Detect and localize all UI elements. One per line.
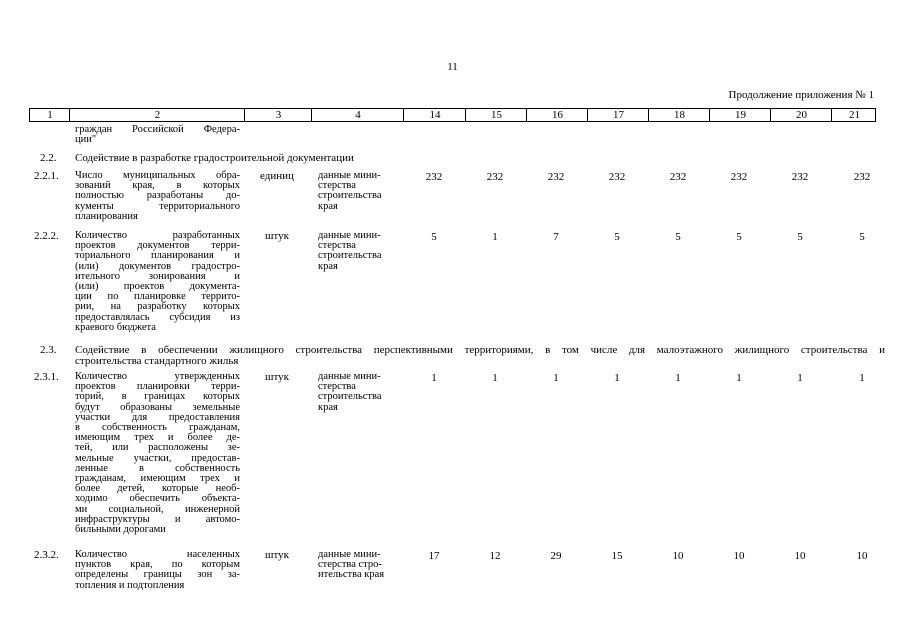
value-col-18: 232 [669, 171, 687, 183]
header-cell-17: 17 [613, 109, 624, 121]
indicator-name-line: инфраструктуры и автомо- [75, 513, 240, 525]
value-col-14: 1 [431, 372, 437, 384]
header-divider [465, 109, 466, 121]
row-number: 2.3.2. [34, 549, 59, 561]
value-col-14: 232 [425, 171, 443, 183]
row-number: 2.3.1. [34, 371, 59, 383]
value-col-21: 5 [859, 231, 865, 243]
section-title: Содействие в разработке градостроительной документации [75, 152, 354, 164]
source-cell-line: данные мини- [318, 549, 381, 560]
indicator-name-line: ленные в собственность [75, 462, 240, 474]
value-col-16: 29 [550, 550, 562, 562]
value-col-15: 1 [492, 231, 498, 243]
indicator-name-line: ходимо обеспечить объекта- [75, 493, 240, 505]
header-divider [69, 109, 70, 121]
header-divider [709, 109, 710, 121]
value-col-14: 17 [428, 550, 440, 562]
header-cell-3: 3 [275, 109, 282, 121]
source-cell-line: данные мини- [318, 230, 381, 241]
value-col-19: 10 [733, 550, 745, 562]
section-number: 2.2. [40, 152, 57, 164]
value-col-16: 1 [553, 372, 559, 384]
value-col-18: 5 [675, 231, 681, 243]
header-divider [526, 109, 527, 121]
source-cell-line: края [318, 260, 338, 272]
value-col-16: 232 [547, 171, 565, 183]
indicator-name-line: участки для предоставления [75, 411, 240, 423]
indicator-name-line: тей, или расположены зе- [75, 442, 240, 454]
continuation-label: Продолжение приложения № 1 [728, 89, 874, 101]
header-divider [403, 109, 404, 121]
source-cell-line: стерства [318, 180, 356, 192]
indicator-name-line: бильными дорогами [75, 524, 166, 535]
indicator-name-line: топления и подтопления [75, 579, 185, 591]
indicator-name-line: мельные участки, предостав- [75, 452, 240, 464]
section-title-line: Содействие в обеспечении жилищного строительства перспективными территориями, в том числе для малоэтажного жилищного строительства и [75, 344, 885, 356]
header-cell-16: 16 [552, 109, 563, 121]
source-cell-line: стерства стро- [318, 559, 382, 571]
indicator-name-line: Число муниципальных обра- [75, 170, 240, 181]
value-col-20: 232 [791, 171, 809, 183]
source-cell-line: края [318, 200, 338, 212]
value-col-21: 232 [853, 171, 871, 183]
header-cell-20: 20 [796, 109, 807, 121]
row-number: 2.2.2. [34, 230, 59, 242]
unit-cell: штук [265, 549, 289, 561]
header-cell-21: 21 [849, 109, 860, 121]
unit-cell: штук [265, 230, 289, 242]
header-cell-2: 2 [154, 109, 161, 121]
indicator-name-line: кументы территориального [75, 200, 240, 212]
header-cell-15: 15 [491, 109, 502, 121]
indicator-name-line: проектов документов терри- [75, 240, 240, 252]
value-col-15: 232 [486, 171, 504, 183]
indicator-name-line: зований края, в которых [75, 180, 240, 192]
indicator-name-line: (или) проектов документа- [75, 281, 240, 292]
value-col-17: 1 [614, 372, 620, 384]
value-col-17: 15 [611, 550, 623, 562]
indicator-name-line: ториального планирования и [75, 250, 240, 262]
header-cell-19: 19 [735, 109, 746, 121]
value-col-21: 1 [859, 372, 865, 384]
indicator-name-line: Количество утвержденных [75, 371, 240, 382]
source-cell-line: стерства [318, 240, 356, 252]
header-divider [587, 109, 588, 121]
value-col-20: 1 [797, 372, 803, 384]
indicator-name-line: предоставлялась субсидия из [75, 311, 240, 323]
indicator-name-line: рии, на разработку которых [75, 301, 240, 313]
source-cell-line: стерства [318, 381, 356, 393]
unit-cell: штук [265, 371, 289, 383]
indicator-name-line: ительного зонирования и [75, 270, 240, 282]
table-header [29, 108, 876, 122]
indicator-name-line: Количество разработанных [75, 230, 240, 241]
header-divider [648, 109, 649, 121]
value-col-20: 5 [797, 231, 803, 243]
indicator-name-line: в собственность гражданам, [75, 422, 240, 433]
indicator-name-line: ми социальной, инженерной [75, 503, 240, 515]
indicator-name-line: ции по планировке террито- [75, 291, 240, 303]
value-col-20: 10 [794, 550, 806, 562]
header-divider [831, 109, 832, 121]
value-col-15: 12 [489, 550, 501, 562]
indicator-name-line: торий, в границах которых [75, 391, 240, 403]
value-col-19: 232 [730, 171, 748, 183]
value-col-17: 5 [614, 231, 620, 243]
indicator-name-line: имеющим трех и более де- [75, 432, 240, 444]
indicator-name-line: Количество населенных [75, 549, 240, 560]
indicator-name-line: гражданам, имеющим трех и [75, 473, 240, 484]
header-divider [244, 109, 245, 121]
value-col-19: 5 [736, 231, 742, 243]
value-col-19: 1 [736, 372, 742, 384]
section-number: 2.3. [40, 344, 57, 356]
source-cell-line: ительства края [318, 569, 385, 581]
header-cell-4: 4 [355, 109, 361, 121]
indicator-name-line: более детей, которые необ- [75, 483, 240, 495]
source-cell-line: строительства [318, 250, 382, 262]
value-col-21: 10 [856, 550, 868, 562]
indicator-name-line: (или) документов градостро- [75, 260, 240, 272]
row-number: 2.2.1. [34, 170, 59, 182]
carryover-text-line: ции" [75, 134, 97, 146]
value-col-14: 5 [431, 231, 437, 243]
indicator-name-line: будут образованы земельные [75, 401, 240, 413]
indicator-name-line: пунктов края, по которым [75, 559, 240, 571]
indicator-name-line: проектов планировки терри- [75, 381, 240, 393]
header-cell-14: 14 [429, 109, 441, 121]
header-cell-1: 1 [47, 109, 53, 121]
value-col-15: 1 [492, 372, 498, 384]
source-cell-line: данные мини- [318, 371, 381, 382]
indicator-name-line: определены границы зон за- [75, 569, 240, 581]
source-cell-line: края [318, 401, 338, 413]
value-col-18: 1 [675, 372, 681, 384]
indicator-name-line: планирования [75, 210, 138, 222]
indicator-name-line: полностью разработаны до- [75, 190, 240, 202]
value-col-17: 232 [608, 171, 626, 183]
page-number: 11 [447, 61, 458, 73]
carryover-text-line: граждан Российской Федера- [75, 124, 240, 135]
unit-cell: единиц [260, 170, 294, 182]
source-cell-line: строительства [318, 190, 382, 202]
header-divider [311, 109, 312, 121]
source-cell-line: данные мини- [318, 170, 381, 181]
value-col-16: 7 [553, 231, 559, 243]
source-cell-line: строительства [318, 391, 382, 403]
section-title-line: строительства стандартного жилья [75, 354, 239, 367]
header-divider [770, 109, 771, 121]
header-cell-18: 18 [674, 109, 685, 121]
value-col-18: 10 [672, 550, 684, 562]
indicator-name-line: краевого бюджета [75, 321, 156, 333]
